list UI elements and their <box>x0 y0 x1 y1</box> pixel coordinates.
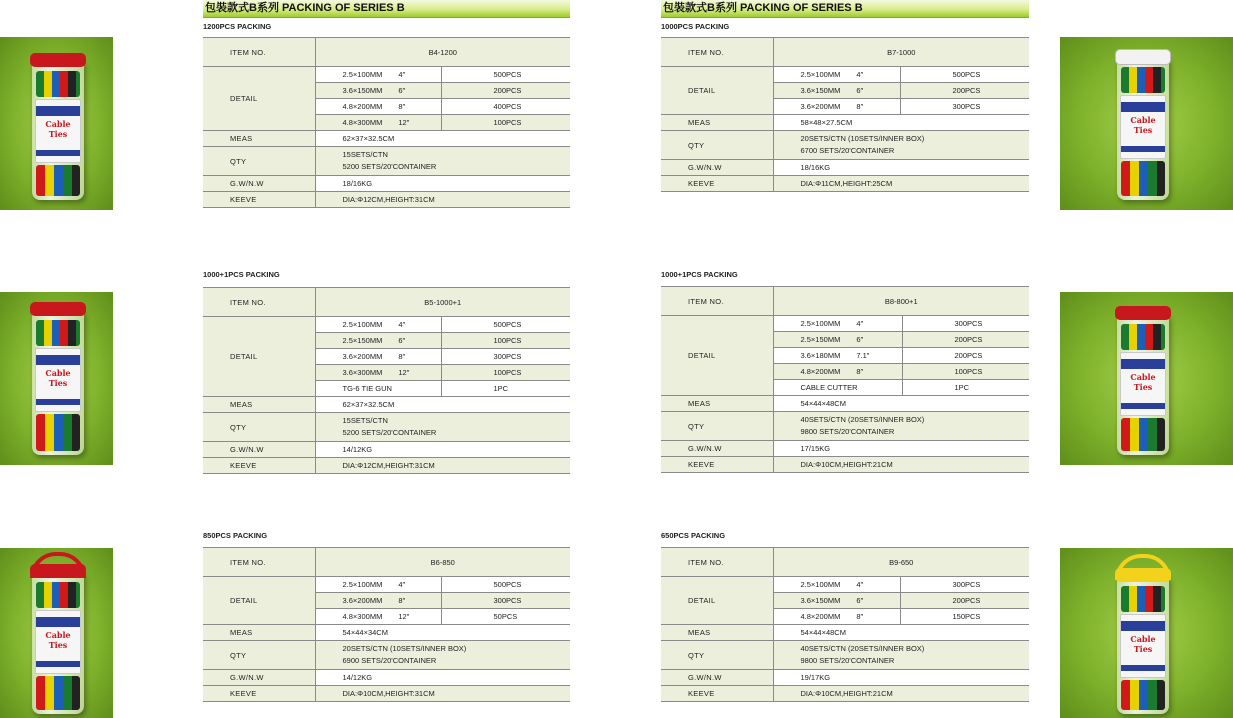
detail-size-text: 3.6×150MM <box>342 86 383 95</box>
gw-value: 18/16KG <box>773 160 1029 176</box>
detail-length: 8″ <box>398 102 406 111</box>
keeve-value: DIA:Φ12CM,HEIGHT:31CM <box>315 458 570 474</box>
detail-size-text: 2.5×100MM <box>342 70 383 79</box>
detail-row <box>661 577 1029 593</box>
keeve-value: DIA:Φ11CM,HEIGHT:25CM <box>773 176 1029 192</box>
detail-size <box>773 332 902 348</box>
section-title: 650PCS PACKING <box>661 531 726 540</box>
item-no-value: B9-650 <box>773 548 1029 577</box>
detail-length: 8″ <box>856 612 864 621</box>
meas-value: 54×44×34CM <box>315 625 570 641</box>
product-photo-b5 <box>0 292 113 465</box>
qty-line-ctn: 15SETS/CTN <box>342 416 388 425</box>
detail-size-text: TG-6 TIE GUN <box>342 384 392 393</box>
detail-length: 7.1″ <box>856 351 870 360</box>
keeve-label: KEEVE <box>203 192 315 208</box>
meas-label: MEAS <box>203 131 315 147</box>
detail-size <box>315 83 441 99</box>
detail-length: 6″ <box>398 336 406 345</box>
gw-value: 14/12KG <box>315 442 570 458</box>
detail-label: DETAIL <box>203 67 315 131</box>
detail-length: 4″ <box>856 319 864 328</box>
qty-label: QTY <box>661 131 773 160</box>
detail-length: 4″ <box>398 70 406 79</box>
item-no-label: ITEM NO. <box>203 288 315 317</box>
detail-size-text: 3.6×200MM <box>342 352 383 361</box>
detail-size-text: 4.8×200MM <box>342 102 383 111</box>
qty-line-container: 6700 SETS/20'CONTAINER <box>800 146 895 155</box>
detail-qty: 200PCS <box>441 83 570 99</box>
product-photo-b6 <box>0 548 113 718</box>
item-no-value: B8-800+1 <box>773 287 1029 316</box>
series-header-left: 包裝款式B系列 PACKING OF SERIES B <box>203 0 570 18</box>
detail-qty: 500PCS <box>900 67 1029 83</box>
qty-value <box>773 131 1029 160</box>
detail-qty: 300PCS <box>441 593 570 609</box>
meas-label: MEAS <box>661 115 773 131</box>
spec-table-b9-650 <box>661 547 1029 702</box>
detail-length: 6″ <box>856 596 864 605</box>
detail-length: 6″ <box>856 86 864 95</box>
gw-label: G.W/N.W <box>203 176 315 192</box>
product-label: Cable Ties <box>45 630 71 650</box>
detail-qty: 1PC <box>441 381 570 397</box>
meas-value: 54×44×48CM <box>773 625 1029 641</box>
detail-size-text: 2.5×150MM <box>800 335 841 344</box>
detail-size-text: 4.8×300MM <box>342 118 383 127</box>
detail-size <box>315 333 441 349</box>
product-photo-b7 <box>1060 37 1233 210</box>
detail-label: DETAIL <box>203 577 315 625</box>
detail-size-text: 3.6×180MM <box>800 351 841 360</box>
detail-row <box>203 577 570 593</box>
qty-line-container: 5200 SETS/20'CONTAINER <box>342 428 437 437</box>
detail-size <box>773 380 902 396</box>
qty-line-container: 9800 SETS/20'CONTAINER <box>800 656 895 665</box>
detail-label: DETAIL <box>661 316 773 396</box>
detail-size <box>315 349 441 365</box>
detail-qty: 50PCS <box>441 609 570 625</box>
detail-length: 4″ <box>398 320 406 329</box>
section-title: 1000+1PCS PACKING <box>661 270 738 279</box>
section-title: 1000PCS PACKING <box>661 22 730 31</box>
detail-size-text: 3.6×200MM <box>342 596 383 605</box>
gw-value: 18/16KG <box>315 176 570 192</box>
gw-label: G.W/N.W <box>661 670 773 686</box>
detail-size-text: 2.5×100MM <box>342 320 383 329</box>
meas-label: MEAS <box>203 625 315 641</box>
detail-size <box>773 593 900 609</box>
item-no-label: ITEM NO. <box>203 548 315 577</box>
qty-line-ctn: 20SETS/CTN (10SETS/INNER BOX) <box>800 134 925 143</box>
qty-line-ctn: 20SETS/CTN (10SETS/INNER BOX) <box>342 644 467 653</box>
detail-qty: 300PCS <box>900 577 1029 593</box>
detail-label: DETAIL <box>203 317 315 397</box>
detail-length: 4″ <box>856 580 864 589</box>
detail-length: 6″ <box>398 86 406 95</box>
detail-length: 8″ <box>856 367 864 376</box>
qty-line-container: 5200 SETS/20'CONTAINER <box>342 162 437 171</box>
detail-qty: 200PCS <box>902 348 1029 364</box>
detail-size-text: 3.6×300MM <box>342 368 383 377</box>
item-no-value: B5-1000+1 <box>315 288 570 317</box>
keeve-value: DIA:Φ10CM,HEIGHT:31CM <box>315 686 570 702</box>
keeve-label: KEEVE <box>203 686 315 702</box>
detail-size <box>773 316 902 332</box>
keeve-label: KEEVE <box>203 458 315 474</box>
detail-size <box>315 381 441 397</box>
gw-value: 19/17KG <box>773 670 1029 686</box>
qty-line-ctn: 15SETS/CTN <box>342 150 388 159</box>
meas-label: MEAS <box>661 625 773 641</box>
detail-size <box>315 67 441 83</box>
gw-label: G.W/N.W <box>203 670 315 686</box>
detail-size-text: 2.5×100MM <box>800 70 841 79</box>
meas-label: MEAS <box>661 396 773 412</box>
detail-size-text: 3.6×200MM <box>800 102 841 111</box>
detail-row <box>203 317 570 333</box>
detail-size-text: 3.6×150MM <box>800 86 841 95</box>
qty-label: QTY <box>203 641 315 670</box>
detail-qty: 100PCS <box>441 365 570 381</box>
product-label: Cable Ties <box>1130 634 1156 654</box>
qty-line-container: 6900 SETS/20'CONTAINER <box>342 656 437 665</box>
detail-size <box>315 365 441 381</box>
detail-length: 8″ <box>398 596 406 605</box>
keeve-label: KEEVE <box>661 457 773 473</box>
section-title: 1000+1PCS PACKING <box>203 270 280 279</box>
detail-size <box>315 577 441 593</box>
keeve-value: DIA:Φ10CM,HEIGHT:21CM <box>773 457 1029 473</box>
detail-qty: 200PCS <box>902 332 1029 348</box>
detail-length: 12″ <box>398 612 410 621</box>
detail-size-text: CABLE CUTTER <box>800 383 858 392</box>
detail-size <box>773 609 900 625</box>
detail-length: 8″ <box>856 102 864 111</box>
detail-size <box>315 609 441 625</box>
product-photo-b9 <box>1060 548 1233 718</box>
item-no-label: ITEM NO. <box>661 548 773 577</box>
detail-qty: 500PCS <box>441 67 570 83</box>
gw-label: G.W/N.W <box>661 160 773 176</box>
detail-qty: 200PCS <box>900 83 1029 99</box>
section-title: 1200PCS PACKING <box>203 22 272 31</box>
detail-size-text: 4.8×300MM <box>342 612 383 621</box>
qty-label: QTY <box>203 413 315 442</box>
detail-size-text: 2.5×100MM <box>800 580 841 589</box>
detail-length: 12″ <box>398 118 410 127</box>
detail-size-text: 2.5×100MM <box>342 580 383 589</box>
item-no-value: B6-850 <box>315 548 570 577</box>
detail-size <box>773 67 900 83</box>
detail-length: 6″ <box>856 335 864 344</box>
qty-value <box>315 413 570 442</box>
gw-value: 17/15KG <box>773 441 1029 457</box>
detail-qty: 100PCS <box>441 333 570 349</box>
product-label: Cable Ties <box>45 368 71 388</box>
detail-size-text: 4.8×200MM <box>800 367 841 376</box>
spec-table-b8-800+1 <box>661 286 1029 473</box>
qty-line-ctn: 40SETS/CTN (20SETS/INNER BOX) <box>800 644 925 653</box>
product-label: Cable Ties <box>1130 115 1156 135</box>
qty-value <box>773 412 1029 441</box>
keeve-label: KEEVE <box>661 176 773 192</box>
qty-label: QTY <box>661 641 773 670</box>
product-label: Cable Ties <box>1130 372 1156 392</box>
detail-length: 4″ <box>856 70 864 79</box>
detail-qty: 100PCS <box>902 364 1029 380</box>
detail-qty: 500PCS <box>441 317 570 333</box>
qty-line-ctn: 40SETS/CTN (20SETS/INNER BOX) <box>800 415 925 424</box>
detail-size <box>315 99 441 115</box>
gw-label: G.W/N.W <box>203 442 315 458</box>
detail-size-text: 2.5×150MM <box>342 336 383 345</box>
item-no-label: ITEM NO. <box>203 38 315 67</box>
detail-qty: 300PCS <box>441 349 570 365</box>
detail-size <box>773 83 900 99</box>
detail-qty: 400PCS <box>441 99 570 115</box>
keeve-label: KEEVE <box>661 686 773 702</box>
detail-row <box>661 67 1029 83</box>
spec-table-b5-1000+1 <box>203 287 570 474</box>
qty-value <box>315 641 570 670</box>
detail-qty: 300PCS <box>902 316 1029 332</box>
spec-table-b4-1200 <box>203 37 570 208</box>
item-no-value: B7-1000 <box>773 38 1029 67</box>
detail-length: 12″ <box>398 368 410 377</box>
detail-qty: 150PCS <box>900 609 1029 625</box>
detail-size <box>773 348 902 364</box>
detail-qty: 100PCS <box>441 115 570 131</box>
product-label: Cable Ties <box>45 119 71 139</box>
qty-value <box>315 147 570 176</box>
detail-label: DETAIL <box>661 67 773 115</box>
detail-size <box>773 99 900 115</box>
detail-size-text: 2.5×100MM <box>800 319 841 328</box>
keeve-value: DIA:Φ10CM,HEIGHT:21CM <box>773 686 1029 702</box>
meas-value: 58×48×27.5CM <box>773 115 1029 131</box>
meas-value: 62×37×32.5CM <box>315 397 570 413</box>
spec-table-b6-850 <box>203 547 570 702</box>
series-header-right: 包裝款式B系列 PACKING OF SERIES B <box>661 0 1029 18</box>
item-no-label: ITEM NO. <box>661 38 773 67</box>
detail-size-text: 3.6×150MM <box>800 596 841 605</box>
detail-qty: 300PCS <box>900 99 1029 115</box>
detail-size <box>315 317 441 333</box>
detail-length: 4″ <box>398 580 406 589</box>
detail-size <box>315 593 441 609</box>
detail-size <box>773 364 902 380</box>
spec-table-b7-1000 <box>661 37 1029 192</box>
product-photo-b8 <box>1060 292 1233 465</box>
detail-qty: 1PC <box>902 380 1029 396</box>
detail-row <box>661 316 1029 332</box>
detail-size <box>773 577 900 593</box>
detail-length: 8″ <box>398 352 406 361</box>
detail-qty: 500PCS <box>441 577 570 593</box>
item-no-value: B4-1200 <box>315 38 570 67</box>
detail-qty: 200PCS <box>900 593 1029 609</box>
meas-label: MEAS <box>203 397 315 413</box>
keeve-value: DIA:Φ12CM,HEIGHT:31CM <box>315 192 570 208</box>
meas-value: 62×37×32.5CM <box>315 131 570 147</box>
gw-label: G.W/N.W <box>661 441 773 457</box>
detail-label: DETAIL <box>661 577 773 625</box>
qty-line-container: 9800 SETS/20'CONTAINER <box>800 427 895 436</box>
detail-row <box>203 67 570 83</box>
qty-label: QTY <box>203 147 315 176</box>
detail-size <box>315 115 441 131</box>
section-title: 850PCS PACKING <box>203 531 268 540</box>
detail-size-text: 4.8×200MM <box>800 612 841 621</box>
meas-value: 54×44×48CM <box>773 396 1029 412</box>
item-no-label: ITEM NO. <box>661 287 773 316</box>
qty-value <box>773 641 1029 670</box>
qty-label: QTY <box>661 412 773 441</box>
product-photo-b4 <box>0 37 113 210</box>
gw-value: 14/12KG <box>315 670 570 686</box>
